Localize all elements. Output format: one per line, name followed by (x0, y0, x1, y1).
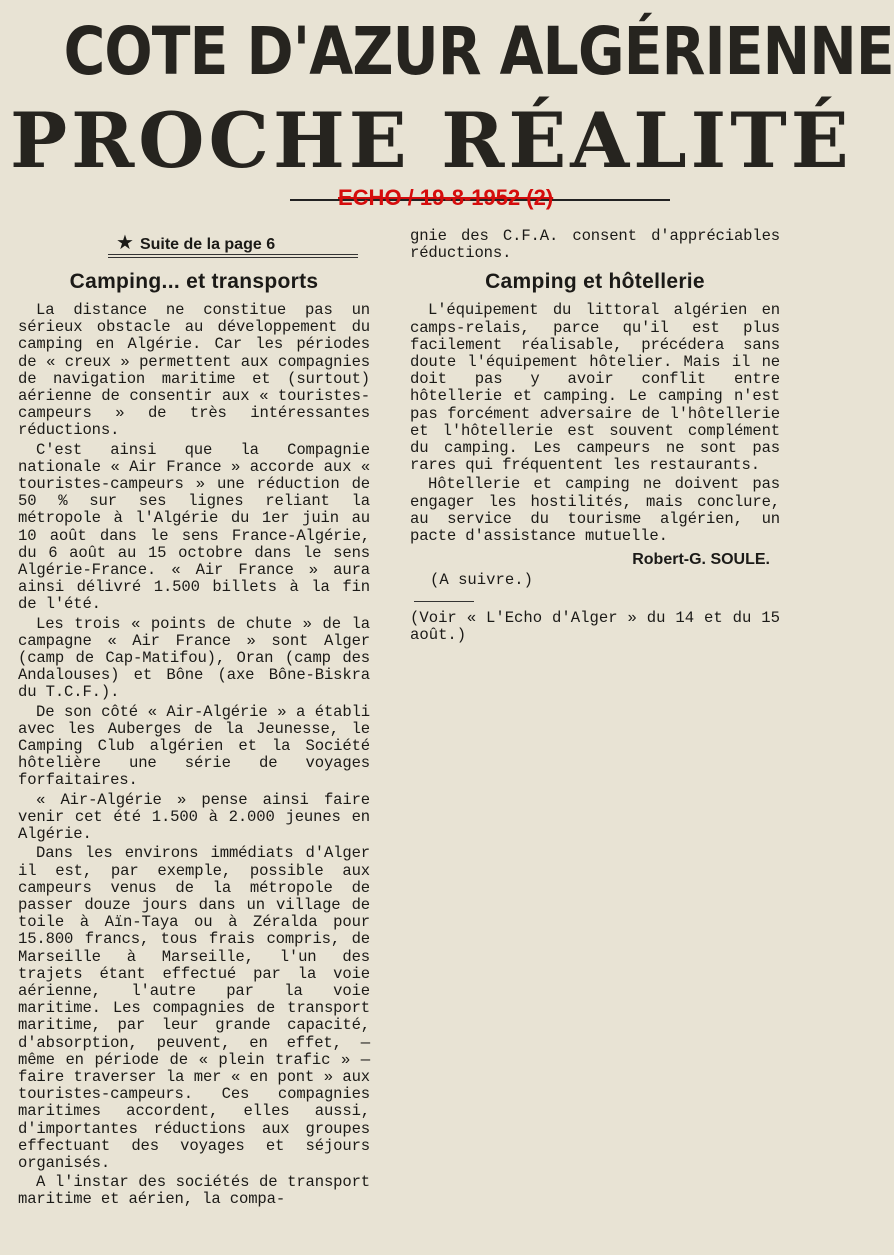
paragraph: « Air-Algérie » pense ainsi faire venir cet été 1.500 à 2.000 jeunes en Algérie. (18, 790, 370, 844)
paragraph: A l'instar des sociétés de transport maritime et aérien, la compa- (18, 1173, 370, 1209)
star-icon: ★ (116, 232, 134, 254)
to-be-continued: (A suivre.) (430, 571, 533, 590)
section-title-hotellerie: Camping et hôtellerie (485, 270, 705, 294)
double-rule (108, 254, 358, 258)
paragraph-continuation: gnie des C.F.A. consent d'appréciables réductions. (410, 227, 780, 263)
paragraph: Hôtellerie et camping ne doivent pas engager les hostilités, mais conclure, au service du tourisme algérien, un pacte d'assistance mutuelle. (410, 475, 780, 546)
paragraph: La distance ne constitue pas un sérieux obstacle au développement du camping en Algérie. Car les périodes de « creux » permettent aux compagnies de navigation maritime et (surtout) aérienne de consentir aux « touristes-campeurs » de très intéressantes réductions. (18, 301, 370, 440)
paragraph: Les trois « points de chute » de la campagne « Air France » sont Alger (camp de Cap-Matifou), Oran (camp des Andalouses) et Bône (axe Bône-Biskra du T.C.F.). (18, 614, 370, 702)
right-column (410, 228, 780, 645)
paragraph: De son côté « Air-Algérie » a établi avec les Auberges de la Jeunesse, le Camping Club algérien et la Société hôtelière une série de voyages forfaitaires. (18, 702, 370, 790)
short-rule (414, 601, 474, 602)
source-stamp-area (290, 185, 670, 215)
headline-line-1: COTE D'AZUR ALGÉRIENNE (63, 13, 894, 90)
headline-line-2: PROCHE RÉALITÉ (10, 96, 853, 185)
paragraph: Dans les environs immédiats d'Alger il est, par exemple, possible aux campeurs venus de la métropole de passer douze jours dans un village de toile à Aïn-Taya ou à Zéralda pour 15.800 francs, tous frais compris, de Marseille à Marseille, l'un des trajets étant effectué par la voie aérienne, l'autre par la voie maritime. Les compagnies de transport maritime, par leur grande capacité, d'absorption, peuvent, en effet, — même en période de « plein trafic » — faire traverser la mer « en pont » aux touristes-campeurs. Ces compagnies maritimes accordent, elles aussi, d'importantes réductions aux groupes effectuant des voyages et séjours organisés. (18, 844, 370, 1172)
continuation-note (116, 230, 370, 252)
paragraph: L'équipement du littoral algérien en camps-relais, parce qu'il est plus facilement réalisable, précédera sans doute l'équipement hôtelier. Mais il ne doit pas y avoir conflit entre hôtellerie et camping. Le camping n'est pas forcément adversaire de l'hôtellerie et l'hôtellerie est souvent complément du camping. Les campeurs ne sont pas rares qui fréquentent les restaurants. (410, 301, 780, 475)
source-stamp: ECHO / 19-8-1952 (2) (338, 185, 554, 210)
paragraph: C'est ainsi que la Compagnie nationale « Air France » accorde aux « touristes-campeurs » une réduction de 50 % sur ses lignes reliant la métropole à l'Algérie du 1er juin au 10 août dans le sens France-Algérie, du 6 août au 15 octobre dans le sens Algérie-France. « Air France » aura ainsi délivré 1.500 billets à la fin de l'été. (18, 440, 370, 614)
left-column (18, 225, 370, 1209)
continuation-text: Suite de la page 6 (139, 236, 276, 253)
reference-note: (Voir « L'Echo d'Alger » du 14 et du 15 août.) (410, 609, 780, 645)
author-signature: Robert-G. SOULE. (632, 551, 770, 569)
section-title-transports: Camping... et transports (69, 270, 319, 293)
